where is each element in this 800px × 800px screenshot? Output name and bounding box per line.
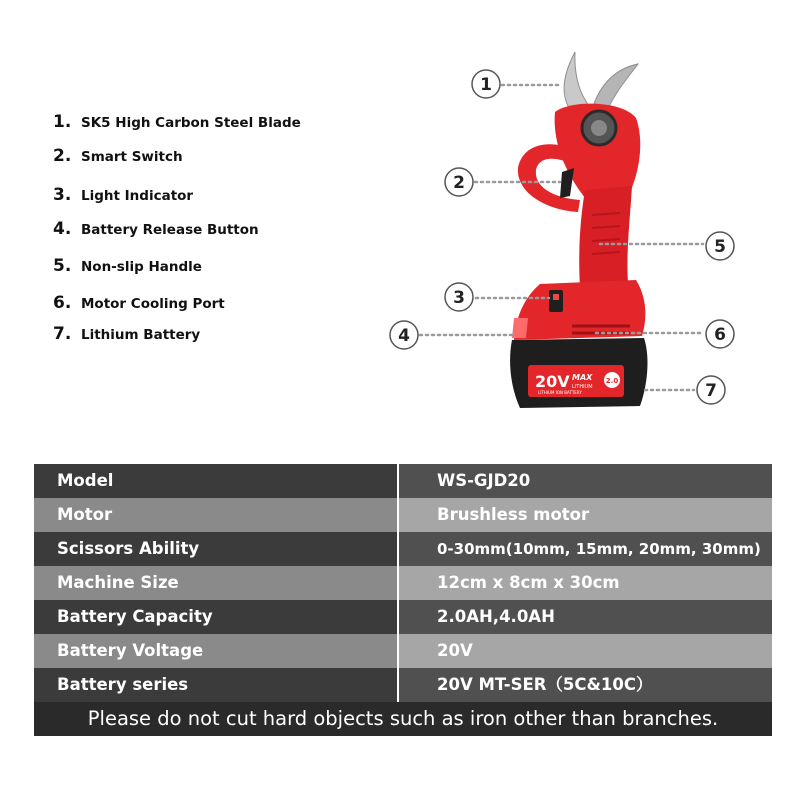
spec-key: Scissors Ability: [34, 532, 397, 566]
spec-value: 20V MT-SER（5C&10C）: [397, 668, 772, 702]
spec-table: [34, 464, 772, 736]
battery-capacity-badge: 2.0: [605, 377, 619, 385]
feature-label: Lithium Battery: [81, 327, 201, 343]
battery-lithium-label: LITHIUM: [572, 384, 593, 390]
spec-row: [34, 566, 772, 600]
spec-row: [34, 464, 772, 498]
battery-release-button: [512, 318, 528, 338]
callout-number-3: 3: [453, 288, 465, 308]
feature-label: SK5 High Carbon Steel Blade: [81, 115, 301, 131]
feature-item: [53, 293, 225, 313]
light-indicator: [549, 290, 563, 312]
callout-number-5: 5: [714, 237, 726, 257]
feature-number: 1.: [53, 112, 72, 132]
spec-value: 2.0AH,4.0AH: [397, 600, 772, 634]
callout-number-6: 6: [714, 325, 726, 345]
callout-number-7: 7: [705, 381, 717, 401]
spec-key: Battery series: [34, 668, 397, 702]
smart-switch: [560, 168, 574, 198]
battery-voltage-label: 20V: [535, 372, 570, 391]
feature-item: [53, 219, 259, 239]
feature-item: [53, 324, 200, 344]
feature-label: Smart Switch: [81, 149, 183, 165]
feature-label: Motor Cooling Port: [81, 296, 225, 312]
handle: [579, 186, 632, 288]
feature-item: [53, 112, 301, 132]
feature-number: 5.: [53, 256, 72, 276]
feature-item: [53, 146, 183, 166]
spec-row: [34, 600, 772, 634]
spec-row: [34, 498, 772, 532]
spec-key: Machine Size: [34, 566, 397, 600]
feature-label: Light Indicator: [81, 188, 194, 204]
feature-number: 4.: [53, 219, 72, 239]
callout-number-4: 4: [398, 326, 410, 346]
feature-number: 6.: [53, 293, 72, 313]
battery-max-label: MAX: [572, 373, 593, 382]
feature-label: Non-slip Handle: [81, 259, 202, 275]
spec-key: Battery Capacity: [34, 600, 397, 634]
feature-item: [53, 256, 202, 276]
pruning-shears-illustration: [380, 40, 800, 420]
spec-value: Brushless motor: [397, 498, 772, 532]
spec-value: WS-GJD20: [397, 464, 772, 498]
feature-number: 3.: [53, 185, 72, 205]
spec-row: [34, 532, 772, 566]
spec-value: 12cm x 8cm x 30cm: [397, 566, 772, 600]
callout-number-2: 2: [453, 173, 465, 193]
safety-notice: Please do not cut hard objects such as iron other than branches.: [34, 702, 772, 736]
feature-number: 2.: [53, 146, 72, 166]
spec-key: Motor: [34, 498, 397, 532]
spec-value: 0-30mm(10mm, 15mm, 20mm, 30mm): [397, 532, 772, 566]
feature-label: Battery Release Button: [81, 222, 259, 238]
spec-key: Model: [34, 464, 397, 498]
battery-subtext: LITHIUM ION BATTERY: [538, 390, 582, 395]
callout-number-1: 1: [480, 75, 492, 95]
spec-value: 20V: [397, 634, 772, 668]
spec-row: [34, 668, 772, 702]
feature-number: 7.: [53, 324, 72, 344]
spec-row: [34, 634, 772, 668]
body-base: [514, 280, 645, 340]
feature-item: [53, 185, 193, 205]
spec-key: Battery Voltage: [34, 634, 397, 668]
